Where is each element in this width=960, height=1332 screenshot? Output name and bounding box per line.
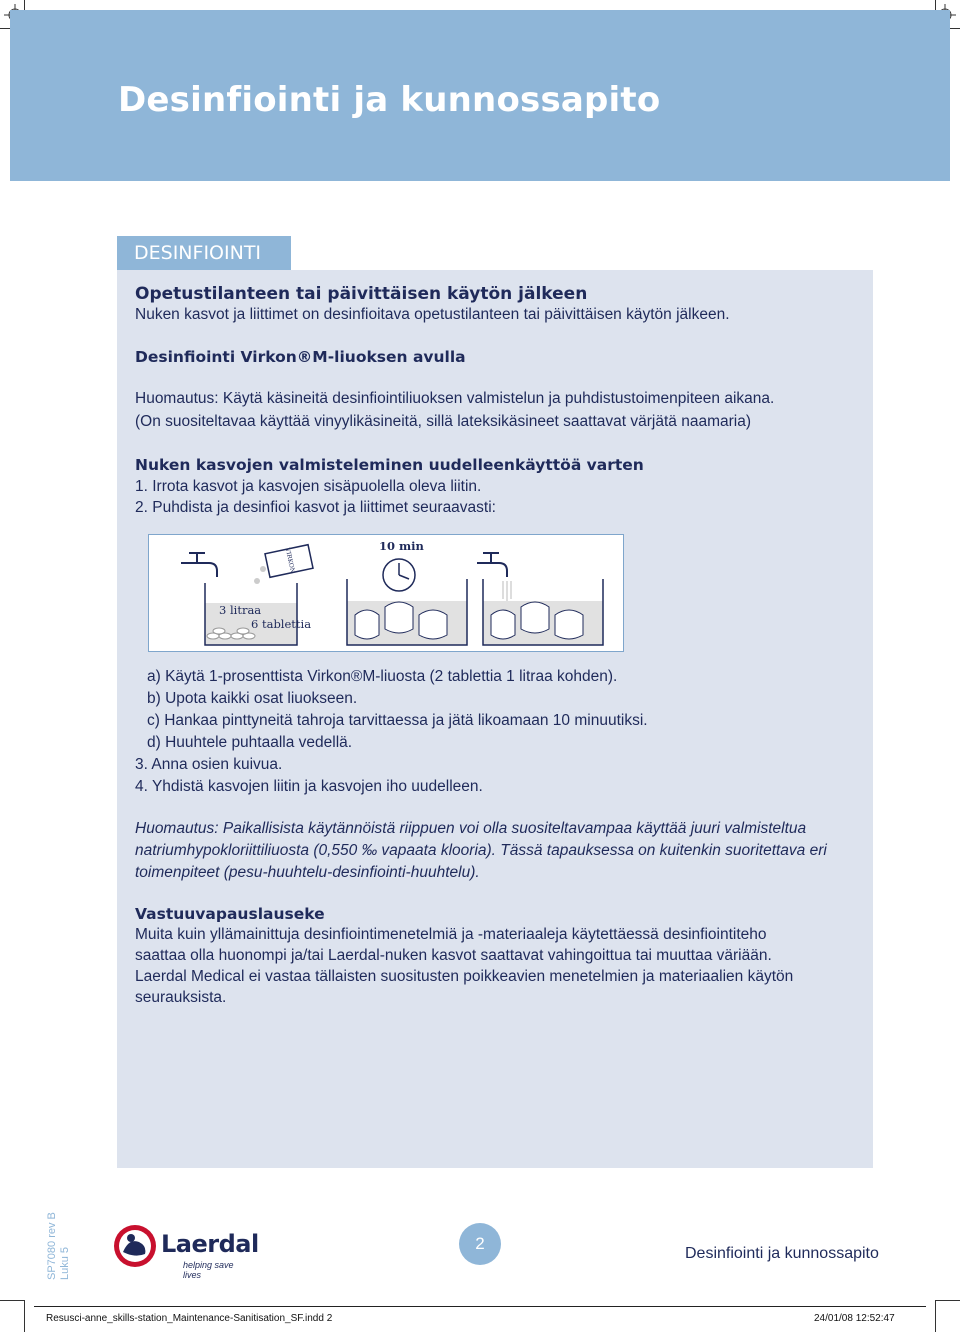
disinfection-illustration <box>148 534 624 652</box>
crop-mark <box>936 1300 960 1301</box>
side-code-text: SP7080 rev B <box>46 1212 58 1280</box>
footer-title: Desinfiointi ja kunnossapito <box>685 1245 879 1262</box>
heading-disclaimer: Vastuuvapauslauseke <box>135 905 325 923</box>
side-code <box>46 1212 72 1280</box>
slug-file: Resusci-anne_skills-station_Maintenance-Sanitisation_SF.indd 2 <box>46 1313 333 1324</box>
italic-note-line: Huomautus: Paikallisista käytännöistä riippuen voi olla suositeltavampaa käyttää juuri valmisteltua <box>135 820 807 837</box>
slug-divider <box>34 1306 926 1307</box>
crop-mark <box>935 1300 936 1332</box>
step-3: 3. Anna osien kuivua. <box>135 756 283 773</box>
substep-d: d) Huuhtele puhtaalla vedellä. <box>147 734 353 751</box>
note-gloves: Huomautus: Käytä käsineitä desinfiointiliuoksen valmistelun ja puhdistustoimenpiteen aikana. <box>135 390 775 407</box>
section-tab: DESINFIOINTI <box>117 236 291 270</box>
clock-icon <box>383 559 415 591</box>
tablet-label: 6 tablettia <box>251 617 312 631</box>
logo-name: Laerdal <box>161 1230 259 1258</box>
italic-note-line: natriumhypokloriittiliuosta (0,550 ‰ vapaata klooria). Tässä tapauksessa on kuitenkin suoritettava eri <box>135 842 827 859</box>
italic-note-line: toimenpiteet (pesu-huuhtelu-desinfiointi-huuhtelu). <box>135 864 480 881</box>
tap-icon <box>477 553 507 577</box>
laerdal-emblem-icon <box>113 1224 157 1268</box>
timer-label: 10 min <box>379 539 424 553</box>
side-chapter-text: Luku 5 <box>59 1246 71 1280</box>
step-1: 1. Irrota kasvot ja kasvojen sisäpuolella oleva liitin. <box>135 478 482 495</box>
step-2: 2. Puhdista ja desinfioi kasvot ja liittimet seuraavasti: <box>135 499 496 516</box>
disclaimer-line: Laerdal Medical ei vastaa tällaisten suositusten poikkeavien menetelmien ja materiaalien käytön <box>135 968 794 985</box>
step-4: 4. Yhdistä kasvojen liitin ja kasvojen iho uudelleen. <box>135 778 483 795</box>
tap-icon <box>181 553 217 577</box>
logo-tagline: helping save lives <box>183 1260 234 1280</box>
note-vinyl: (On suositeltavaa käyttää vinyylikäsineitä, sillä lateksikäsineet saattavat värjätä naamaria) <box>135 413 751 430</box>
substep-a: a) Käytä 1-prosenttista Virkon®M-liuosta (2 tablettia 1 litraa kohden). <box>147 668 618 685</box>
heading-virkon: Desinfiointi Virkon®M-liuoksen avulla <box>135 348 466 366</box>
disclaimer-line: Muita kuin yllämainittuja desinfiointimenetelmiä ja -materiaaleja käytettäessä desinfiointiteho <box>135 926 767 943</box>
crop-mark <box>0 1300 24 1301</box>
crop-mark <box>24 1300 25 1332</box>
page-title: Desinfiointi ja kunnossapito <box>118 80 661 120</box>
heading-after-use: Opetustilanteen tai päivittäisen käytön jälkeen <box>135 284 588 304</box>
substep-b: b) Upota kaikki osat liuokseen. <box>147 690 358 707</box>
volume-label: 3 litraa <box>219 603 262 617</box>
disclaimer-line: saattaa olla huonompi ja/tai Laerdal-nuken kasvot saattavat vahingoittua tai muuttaa väriään. <box>135 947 772 964</box>
laerdal-logo <box>113 1224 259 1280</box>
paragraph-after-use: Nuken kasvot ja liittimet on desinfioitava opetustilanteen tai päivittäisen käytön jälkeen. <box>135 306 730 323</box>
substep-c: c) Hankaa pinttyneitä tahroja tarvittaessa ja jätä likoamaan 10 minuutiksi. <box>147 712 648 729</box>
page-number: 2 <box>459 1223 501 1265</box>
slug-date: 24/01/08 12:52:47 <box>814 1313 895 1324</box>
heading-prepare-face: Nuken kasvojen valmisteleminen uudelleenkäyttöä varten <box>135 456 644 474</box>
box-label: VIRKON <box>283 547 296 574</box>
disclaimer-line: seurauksista. <box>135 989 227 1006</box>
water-stream-icon <box>503 581 511 603</box>
